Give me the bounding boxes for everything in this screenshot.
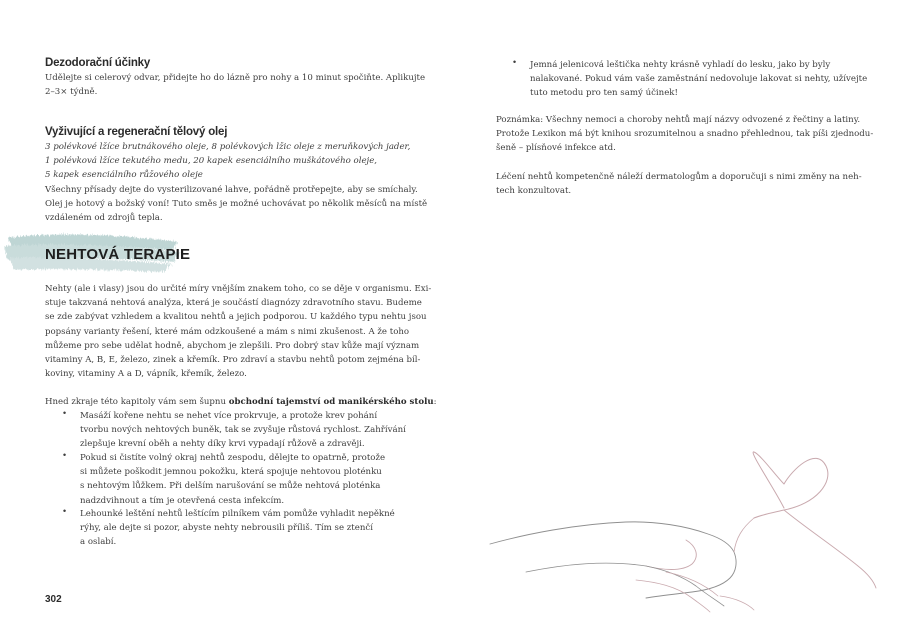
secrets-lead-text: Hned zkraje této kapitoly vám sem šupnu [45,397,229,407]
text-line: Udělejte si celerový odvar, přidejte ho do lázně pro nohy a 10 minut spočiňte. Aplikujte [45,73,426,83]
text-line: Jemná jelenicová leštička nehty krásně vyhladí do lesku, jako by byly [530,60,831,70]
bullet-marker: • [62,451,68,461]
text-line: 2–3× týdně. [45,87,98,98]
text-line: koviny, vitaminy A a D, vápník, křemík, železo. [45,369,247,380]
bullet-marker: • [62,409,68,419]
oil-recipe [45,140,415,183]
recipe-line: 3 polévkové lžíce brutnákového oleje, 8 polévkových lžic oleje z meruňkových jader, [45,142,411,152]
text-line: a oslabí. [80,537,117,548]
text-line: tvorbu nových nehtových buněk, tak se zvyšuje růstová rychlost. Zahřívání [80,425,406,436]
section-title: NEHTOVÁ TERAPIE [45,246,191,263]
page-number: 302 [45,594,62,605]
text-line: vitaminy A, B, E, železo, zinek a křemík. Pro zdraví a stavbu nehtů potom zejména bíl- [45,355,421,366]
text-line: Nehty (ale i vlasy) jsou do určité míry vnějším znakem toho, co se děje v organismu. Exi- [45,284,432,294]
note-text [496,113,874,156]
recipe-line: 1 polévková lžíce tekutého medu, 20 kapek esenciálního muškátového oleje, [45,156,378,167]
secrets-bold-text: obchodní tajemství od manikérského stolu [228,397,434,407]
text-line: Poznámka: Všechny nemoci a choroby nehtů mají názvy odvozené z řečtiny a latiny. [496,115,861,125]
closing-text [496,170,866,198]
bullet-marker: • [62,507,68,517]
text-line: Olej je hotový a božský voní! Tuto směs je možné uchovávat po několik měsíců na místě [45,199,428,210]
effect-heading: Dezodorační účinky [45,57,151,69]
text-line: s nehtovým lůžkem. Při delším narušování se může nehtová ploténka [80,481,381,492]
list-item [80,451,420,508]
hand-heart-illustration [486,448,882,614]
secrets-colon: : [433,397,437,407]
list-item [80,507,420,550]
text-line: zlepšuje krevní oběh a nehty díky krvi vypadají růžově a zdravěji. [80,439,365,450]
oil-text [45,183,428,226]
text-line: Lehounké leštění nehtů leštícím pilníkem vám pomůže vyhladit nepěkné [80,509,395,519]
text-line: tuto metodu pro ten samý účinek! [530,88,678,99]
oil-heading: Vyživující a regenerační tělový olej [45,126,228,138]
text-line: si můžete poškodit jemnou pokožku, která spojuje nehtovou ploténku [80,467,382,478]
list-item [80,409,420,452]
text-line: rýhy, ale dejte si pozor, abyste nehty nebrousili příliš. Tím se ztenčí [80,523,373,534]
intro-text [45,282,432,381]
text-line: šeně – plísňové infekce atd. [496,143,616,154]
text-line: Pokud si čistíte volný okraj nehtů zespodu, dělejte to opatrně, protože [80,453,386,463]
recipe-line: 5 kapek esenciálního růžového oleje [45,170,203,181]
text-line: Všechny přísady dejte do vysterilizované lahve, pořádně protřepejte, aby se smíchaly. [45,185,418,195]
text-line: popsány varianty řešení, které mám odzkoušené a mám s nimi zkušenost. A že toho [45,326,410,337]
text-line: vzdáleném od zdrojů tepla. [45,213,163,224]
text-line: stuje takzvaná nehtová analýza, která je součástí diagnózy zdravotního stavu. Budeme [45,298,422,309]
text-line: se zde zabývat vzhledem a kvalitou nehtů a jejich podporou. U každého typu nehtu jsou [45,312,427,323]
text-line: nalakované. Pokud vám vaše zaměstnání nedovoluje lakovat si nehty, užívejte [530,74,868,85]
bullet-marker: • [512,58,518,68]
text-line: Léčení nehtů kompetenčně náleží dermatologům a doporučuji s nimi změny na neh- [496,172,862,182]
text-line: tech konzultovat. [496,186,572,197]
text-line: Masáží kořene nehtu se nehet více prokrvuje, a protože krev pohání [80,411,378,421]
secrets-lead [45,395,437,409]
text-line: Protože Lexikon má být knihou srozumitelnou a snadno přehlednou, tak píši zjednodu- [496,129,874,140]
text-line: nadzdvihnout a tím je otevřená cesta infekcím. [80,495,285,506]
text-line: můžeme pro sebe udělat hodně, abychom je zlepšili. Pro dobrý stav kůže mají význam [45,340,420,351]
list-item [530,58,870,101]
effect-text [45,71,426,99]
